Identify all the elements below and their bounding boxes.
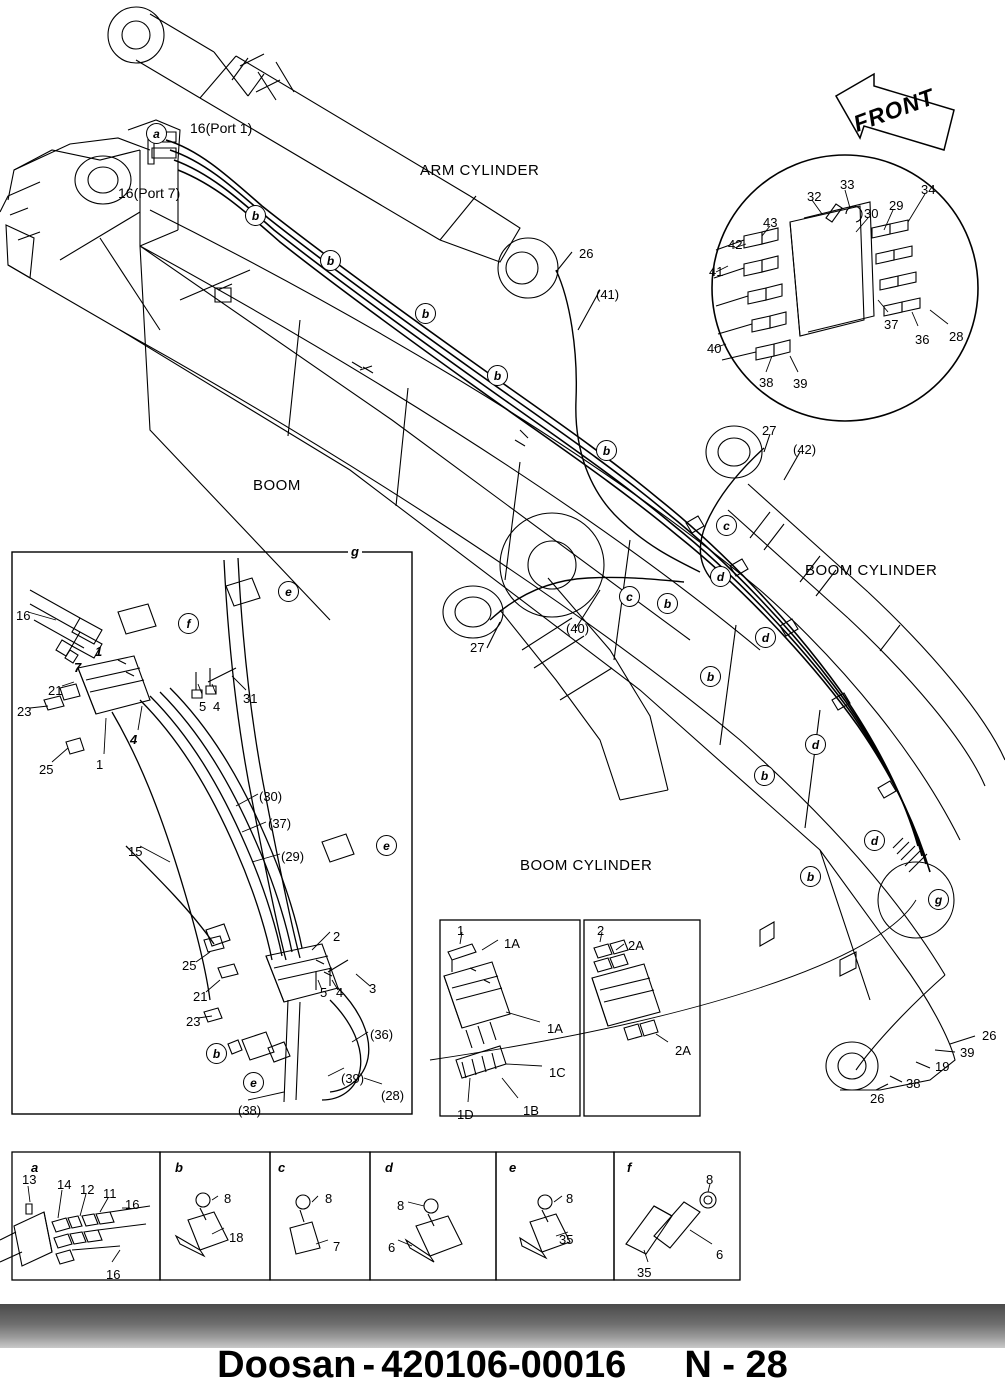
callout-bubble-d: d (805, 734, 826, 755)
detail-number: 41 (709, 264, 724, 279)
footer-text (0, 1344, 1005, 1387)
bottom-panel-number: 8 (325, 1191, 333, 1206)
detail-number: 33 (840, 177, 855, 192)
bottom-panel-number: 6 (716, 1247, 724, 1262)
bottom-panel-number: 35 (637, 1265, 652, 1280)
bottom-panel-number: 16 (106, 1267, 121, 1282)
panel-g-number: 25 (39, 762, 54, 777)
callout-bubble-b: b (320, 250, 341, 271)
callout-bubble-b: b (596, 440, 617, 461)
panel-g-number: 4 (336, 985, 344, 1000)
bottom-panel-tag-b: b (172, 1160, 186, 1175)
panel-2-number: 2 (597, 923, 605, 938)
detail-number: 32 (807, 189, 822, 204)
bottom-panel-number: 16 (125, 1197, 140, 1212)
footer-brand: Doosan (217, 1344, 357, 1386)
callout-number: 38 (906, 1076, 921, 1091)
detail-number: 40 (707, 341, 722, 356)
callout-bubble-c: c (716, 515, 737, 536)
panel-g-number: 21 (48, 683, 63, 698)
panel-1-number: 1A (504, 936, 520, 951)
detail-number: 36 (915, 332, 930, 347)
callout-number: 26 (982, 1028, 997, 1043)
detail-number: 38 (759, 375, 774, 390)
panel-1-number: 1 (457, 923, 465, 938)
detail-number: 34 (921, 182, 936, 197)
bottom-panel-number: 8 (566, 1191, 574, 1206)
panel-g-number: (28) (381, 1088, 405, 1103)
panel-g-number: 23 (186, 1014, 201, 1029)
label-boom-cylinder-left: BOOM CYLINDER (520, 857, 653, 874)
callout-bubble-b: b (245, 205, 266, 226)
panel-g-number: 25 (182, 958, 197, 973)
detail-number: 37 (884, 317, 899, 332)
panel-g-number: 4 (130, 732, 138, 747)
panel-g-number: 7 (74, 660, 82, 675)
bottom-panel-number: 35 (559, 1232, 574, 1247)
panel-g-number: 5 (320, 985, 328, 1000)
panel-2-number: 2A (628, 938, 644, 953)
detail-number: 28 (949, 329, 964, 344)
callout-number: 26 (870, 1091, 885, 1106)
panel-g-number: (30) (259, 789, 283, 804)
callout-bubble-b: b (487, 365, 508, 386)
footer-dash: - (362, 1344, 376, 1386)
bottom-panel-number: 18 (229, 1230, 244, 1245)
bottom-panel-number: 13 (22, 1172, 37, 1187)
detail-number: 39 (793, 376, 808, 391)
callout-bubble-b: b (657, 593, 678, 614)
panel-1-number: 1A (547, 1021, 563, 1036)
detail-number: 43 (763, 215, 778, 230)
panel-g-number: 3 (369, 981, 377, 996)
callout-bubble-d: d (755, 627, 776, 648)
label-port-1: 16(Port 1) (190, 120, 253, 136)
callout-bubble-e: e (278, 581, 299, 602)
callout-number: (41) (596, 287, 620, 302)
callout-bubble-b: b (800, 866, 821, 887)
bottom-panel-tag-a: a (28, 1160, 41, 1175)
callout-number: 19 (935, 1059, 950, 1074)
panel-1-number: 1C (549, 1065, 566, 1080)
bottom-panel-number: 12 (80, 1182, 95, 1197)
panel-g-tag: g (348, 544, 362, 559)
front-arrow (822, 75, 962, 150)
callout-number: (42) (793, 442, 817, 457)
bottom-panel-number: 8 (397, 1198, 405, 1213)
panel-g-number: 16 (16, 608, 31, 623)
panel-g-number: 31 (243, 691, 258, 706)
bottom-panel-tag-e: e (506, 1160, 519, 1175)
bottom-panel-number: 11 (103, 1186, 117, 1201)
callout-number: 26 (579, 246, 594, 261)
callout-bubble-d: d (710, 566, 731, 587)
detail-number: 42 (728, 237, 743, 252)
footer-part-number: 420106-00016 (381, 1344, 627, 1386)
detail-number: 29 (889, 198, 904, 213)
bottom-panel-number: 8 (224, 1191, 232, 1206)
label-port-7: 16(Port 7) (118, 185, 181, 201)
callout-bubble-e: e (243, 1072, 264, 1093)
footer-gradient-bar (0, 1304, 1005, 1348)
callout-bubble-b: b (754, 765, 775, 786)
panel-1-number: 1D (457, 1107, 474, 1122)
panel-g-number: 21 (193, 989, 208, 1004)
callout-bubble-c: c (619, 586, 640, 607)
callout-bubble-e: e (376, 835, 397, 856)
callout-number: 39 (960, 1045, 975, 1060)
callout-number: 27 (470, 640, 485, 655)
bottom-panel-tag-d: d (382, 1160, 396, 1175)
panel-g-number: (37) (268, 816, 292, 831)
detail-number: 30 (864, 206, 879, 221)
panel-g-number: 23 (17, 704, 32, 719)
panel-g-number: 15 (128, 844, 143, 859)
footer-page-number: N - 28 (684, 1344, 788, 1386)
bottom-panel-number: 8 (706, 1172, 714, 1187)
panel-g-number: (29) (281, 849, 305, 864)
panel-g-number: 5 (199, 699, 207, 714)
callout-bubble-f: f (178, 613, 199, 634)
callout-bubble-g: g (928, 889, 949, 910)
callout-bubble-b: b (700, 666, 721, 687)
label-boom: BOOM (253, 477, 301, 494)
callout-bubble-b: b (206, 1043, 227, 1064)
panel-g-number: (36) (370, 1027, 394, 1042)
callout-bubble-a: a (146, 123, 167, 144)
callout-number: (40) (566, 621, 590, 636)
panel-g-number: (39) (341, 1071, 365, 1086)
label-boom-cylinder-right: BOOM CYLINDER (805, 562, 938, 579)
bottom-panel-number: 14 (57, 1177, 72, 1192)
label-arm-cylinder: ARM CYLINDER (420, 162, 540, 179)
panel-g-number: 4 (213, 699, 221, 714)
callout-bubble-b: b (415, 303, 436, 324)
panel-2-number: 2A (675, 1043, 691, 1058)
front-arrow-label: FRONT (849, 83, 938, 137)
bottom-panel-number: 6 (388, 1240, 396, 1255)
footer (0, 1304, 1005, 1400)
callout-bubble-d: d (864, 830, 885, 851)
bottom-panel-tag-f: f (624, 1160, 634, 1175)
callout-number: 27 (762, 423, 777, 438)
panel-g-number: 2 (333, 929, 341, 944)
bottom-panel-tag-c: c (275, 1160, 288, 1175)
panel-g-number: 1 (96, 757, 104, 772)
panel-g-number: 1 (95, 644, 103, 659)
panel-1-number: 1B (523, 1103, 539, 1118)
bottom-panel-number: 7 (333, 1239, 341, 1254)
panel-g-number: (38) (238, 1103, 262, 1118)
